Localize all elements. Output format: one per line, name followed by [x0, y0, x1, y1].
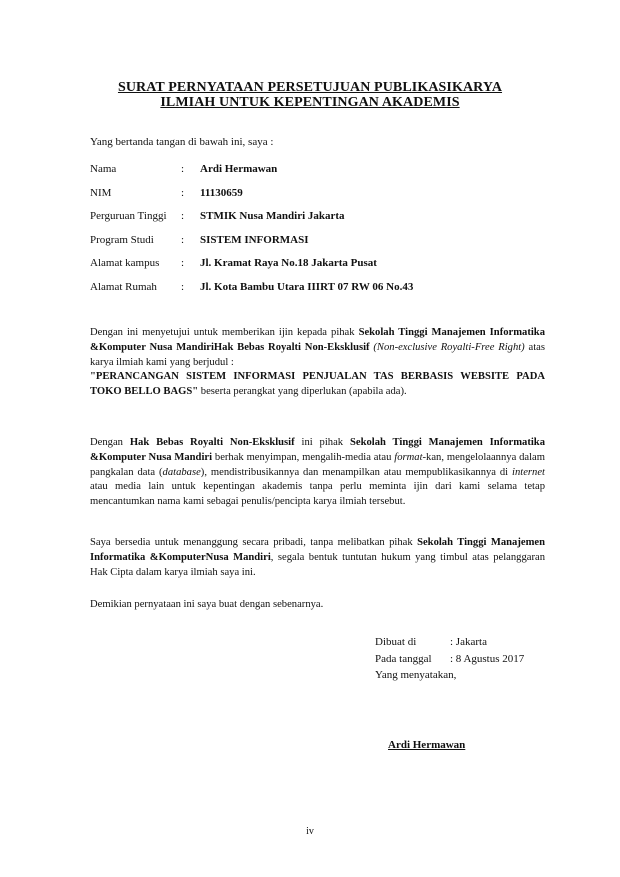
institution-name: Sekolah Tinggi Manajemen Informatika &KomputerNusa Mandiri — [90, 537, 545, 563]
consent-paragraph — [90, 326, 545, 400]
license-name: Hak Bebas Royalti Non-Eksklusif — [129, 437, 295, 448]
text-run: ini pihak — [294, 437, 350, 448]
license-english-term: (Non-exclusive Royalti-Free Right) — [373, 341, 525, 353]
liability-paragraph — [90, 536, 545, 580]
text-run: -kan, mengelolaannya dalam pangkalan data ( — [90, 451, 546, 478]
identity-label: Alamat kampus — [90, 257, 160, 269]
identity-label: Perguruan Tinggi — [90, 210, 167, 222]
identity-value: Jl. Kota Bambu Utara IIIRT 07 RW 06 No.43 — [200, 280, 414, 293]
thesis-title: "PERANCANGAN SISTEM INFORMASI PENJUALAN TAS BERBASIS WEBSITE PADA TOKO BELLO BAGS" — [90, 371, 545, 398]
italic-term: internet — [512, 466, 545, 478]
closing-text: Yang menyatakan, — [375, 669, 457, 681]
date-value: : 8 Agustus 2017 — [450, 652, 525, 665]
identity-colon: : — [181, 233, 185, 246]
identity-colon: : — [181, 163, 185, 175]
text-run: Saya bersedia untuk menanggung secara pribadi, tanpa melibatkan pihak — [90, 537, 418, 548]
identity-value: 11130659 — [200, 186, 243, 199]
document-title-line-1: SURAT PERNYATAAN PERSETUJUAN PUBLIKASIKARYA — [117, 80, 503, 95]
identity-label: NIM — [90, 186, 112, 199]
text-run: atas karya ilmiah kami yang berjudul : — [90, 341, 545, 368]
identity-value: STMIK Nusa Mandiri Jakarta — [200, 210, 345, 222]
italic-term: database — [162, 466, 201, 478]
text-run: Dengan ini menyetujui untuk memberikan ijin kepada pihak — [90, 327, 359, 338]
signer-name: Ardi Hermawan — [388, 739, 466, 751]
identity-colon: : — [181, 280, 185, 293]
page-number: iv — [306, 826, 314, 837]
identity-value: SISTEM INFORMASI — [200, 233, 309, 246]
identity-colon: : — [181, 257, 185, 269]
text-run: atau media lain untuk kepentingan akademis tanpa perlu meminta ijin dari kami selama tetap mencantumkan nama kami sebagai penulis/pencipta karya ilmiah tersebut. — [90, 481, 545, 508]
institution-and-license-name: Sekolah Tinggi Manajemen Informatika &Komputer Nusa MandiriHak Bebas Royalti Non-Eksklusif — [90, 327, 545, 353]
rights-paragraph — [90, 436, 545, 510]
identity-label: Program Studi — [90, 233, 154, 246]
text-run: beserta perangkat yang diperlukan (apabila ada). — [198, 386, 407, 398]
text-run: ), mendistribusikannya dan menampilkan atau mempublikasikannya di — [200, 466, 513, 478]
institution-name: Sekolah Tinggi Manajemen Informatika &Komputer Nusa Mandiri — [90, 437, 545, 463]
text-run: berhak menyimpan, mengalih-media atau — [212, 451, 395, 463]
document-title-line-2: ILMIAH UNTUK KEPENTINGAN AKADEMIS — [160, 95, 460, 110]
text-run: Dengan — [90, 437, 130, 448]
italic-term: format — [394, 451, 423, 463]
closing-paragraph: Demikian pernyataan ini saya buat dengan sebenarnya. — [90, 599, 324, 610]
identity-value: Ardi Hermawan — [200, 163, 278, 175]
text-run: , segala bentuk tuntutan hukum yang timbul atas pelanggaran Hak Cipta dalam karya ilmiah saya ini. — [90, 551, 545, 578]
date-label: Pada tanggal — [375, 652, 432, 665]
identity-colon: : — [181, 186, 185, 199]
identity-label: Nama — [90, 163, 117, 175]
place-value: : Jakarta — [450, 636, 487, 648]
identity-value: Jl. Kramat Raya No.18 Jakarta Pusat — [200, 257, 377, 269]
place-label: Dibuat di — [375, 636, 417, 648]
intro-text: Yang bertanda tangan di bawah ini, saya : — [90, 136, 274, 148]
identity-label: Alamat Rumah — [90, 280, 157, 293]
identity-colon: : — [181, 210, 185, 222]
